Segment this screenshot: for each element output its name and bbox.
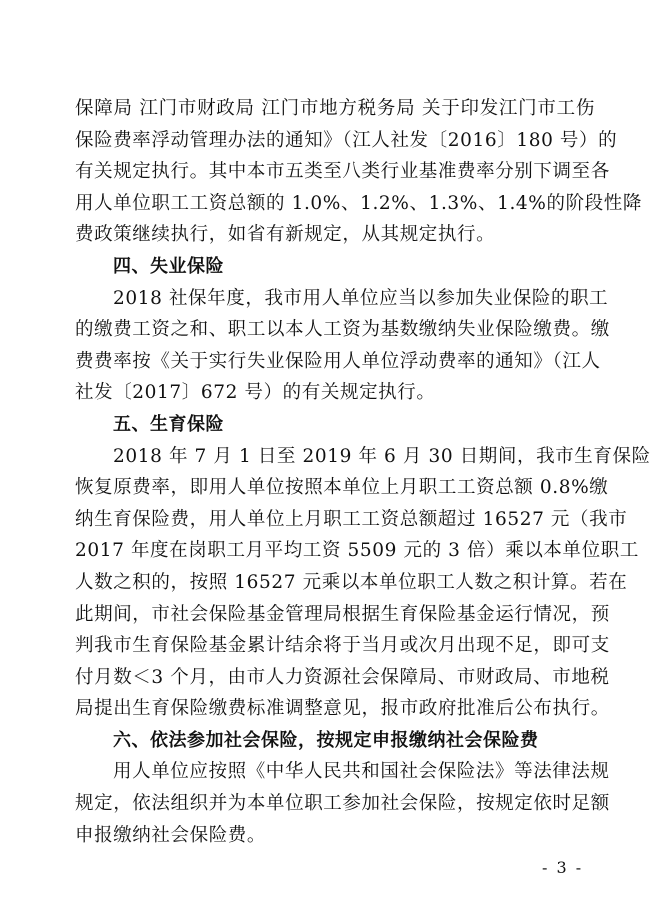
text-line: 此期间，市社会保险基金管理局根据生育保险基金运行情况，预 bbox=[75, 603, 610, 625]
text-line: 恢复原费率，即用人单位按照本单位上月职工工资总额 0.8%缴 bbox=[75, 477, 609, 499]
text-line: 规定，依法组织并为本单位职工参加社会保险，按规定依时足额 bbox=[75, 793, 610, 815]
text-line: 保障局 江门市财政局 江门市地方税务局 关于印发江门市工伤 bbox=[75, 98, 595, 119]
text-line: 2018 社保年度，我市用人单位应当以参加失业保险的职工 bbox=[113, 287, 609, 309]
text-line: 的缴费工资之和、职工以本人工资为基数缴纳失业保险缴费。缴 bbox=[75, 319, 610, 341]
paragraph-maternity-insurance bbox=[75, 441, 651, 725]
text-line: 费政策继续执行，如省有新规定，从其规定执行。 bbox=[75, 224, 496, 246]
text-line: 保险费率浮动管理办法的通知》（江人社发〔2016〕180 号）的 bbox=[75, 129, 618, 151]
page-number: - 3 - bbox=[542, 858, 584, 877]
text-line: 费费率按《关于实行失业保险用人单位浮动费率的通知》（江人 bbox=[75, 350, 601, 372]
section-heading-unemployment-insurance: 四、失业保险 bbox=[113, 255, 224, 277]
section-heading-maternity-insurance: 五、生育保险 bbox=[113, 413, 224, 435]
text-line: 社发〔2017〕672 号）的有关规定执行。 bbox=[75, 382, 436, 404]
text-line: 2017 年度在岗职工月平均工资 5509 元的 3 倍）乘以本单位职工 bbox=[75, 540, 639, 562]
document-body bbox=[75, 93, 651, 851]
paragraph-work-injury-continued bbox=[75, 93, 642, 251]
text-line: 人数之积的，按照 16527 元乘以本单位职工人数之积计算。若在 bbox=[75, 571, 628, 593]
text-line: 判我市生育保险基金累计结余将于当月或次月出现不足，即可支 bbox=[75, 635, 610, 657]
paragraph-unemployment-insurance bbox=[75, 283, 610, 409]
text-line: 2018 年 7 月 1 日至 2019 年 6 月 30 日期间，我市生育保险 bbox=[113, 445, 651, 467]
paragraph-social-insurance-declaration bbox=[75, 756, 610, 851]
text-line: 付月数＜3 个月，由市人力资源社会保障局、市财政局、市地税 bbox=[75, 666, 610, 688]
text-line: 用人单位职工工资总额的 1.0%、1.2%、1.3%、1.4%的阶段性降 bbox=[75, 192, 642, 214]
section-heading-social-insurance-declaration: 六、依法参加社会保险，按规定申报缴纳社会保险费 bbox=[113, 729, 539, 751]
text-line: 有关规定执行。其中本市五类至八类行业基准费率分别下调至各 bbox=[75, 161, 610, 183]
text-line: 用人单位应按照《中华人民共和国社会保险法》等法律法规 bbox=[113, 761, 610, 783]
text-line: 申报缴纳社会保险费。 bbox=[75, 824, 267, 846]
text-line: 纳生育保险费，用人单位上月职工工资总额超过 16527 元（我市 bbox=[75, 508, 628, 530]
text-line: 局提出生育保险缴费标准调整意见，报市政府批准后公布执行。 bbox=[75, 698, 610, 720]
